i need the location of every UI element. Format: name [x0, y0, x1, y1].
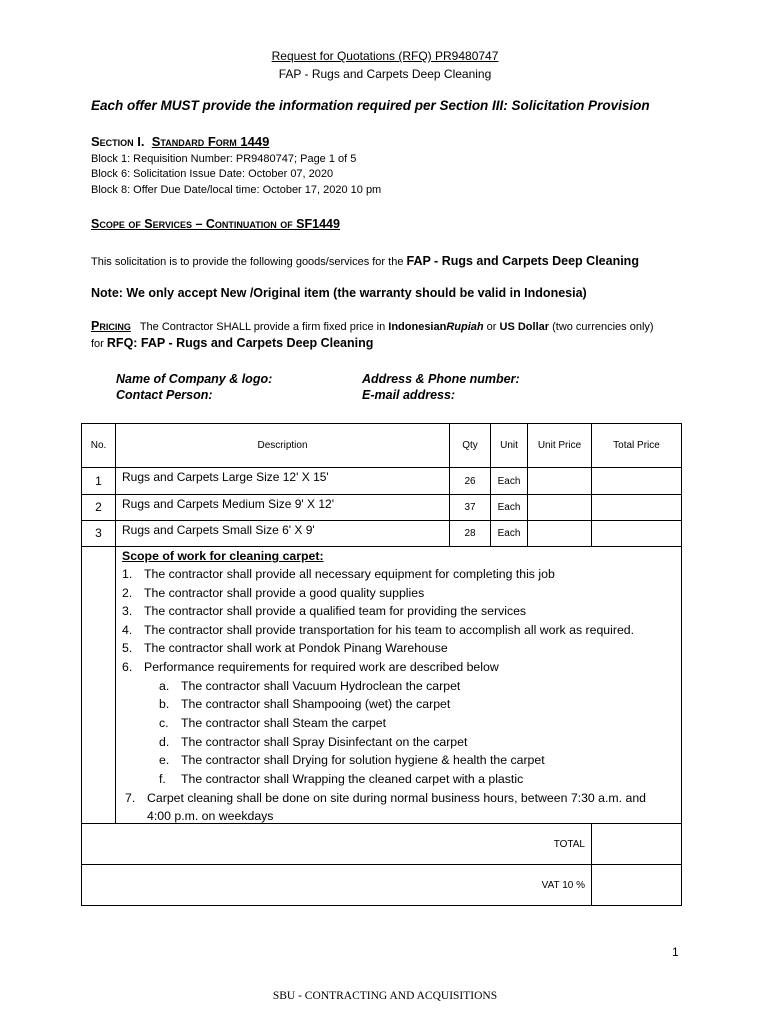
scope-subitem-letter: e.: [159, 753, 170, 767]
block1-text: Block 1: Requisition Number: PR9480747; Page 1 of 5: [91, 153, 357, 165]
page-number: 1: [672, 945, 679, 959]
header-no: No.: [90, 440, 107, 451]
scope-subitem-letter: b.: [159, 697, 170, 711]
block8-text: Block 8: Offer Due Date/local time: October 17, 2020 10 pm: [91, 184, 382, 196]
col-divider: [591, 823, 592, 906]
scope-subitem-letter: f.: [159, 772, 166, 786]
warranty-note: Note: We only accept New /Original item (the warranty should be valid in Indonesia): [91, 286, 587, 300]
total-label: TOTAL: [553, 839, 585, 850]
row1-no: 1: [95, 474, 102, 488]
section1-form-title: Standard Form 1449: [151, 134, 270, 149]
contact-person-label: Contact Person:: [116, 388, 213, 402]
scope-item-number: 1.: [122, 567, 133, 581]
page-footer: SBU - CONTRACTING AND ACQUISITIONS: [272, 990, 498, 1002]
pricing-or: or: [486, 321, 497, 333]
pricing-line2: [91, 336, 373, 350]
section1-prefix: Section I.: [91, 134, 145, 149]
scope-subitem-text: The contractor shall Wrapping the cleaned carpet with a plastic: [181, 772, 524, 786]
pricing-usd: US Dollar: [499, 321, 550, 333]
pricing-indonesian: Indonesian: [388, 321, 447, 333]
header-unit-price: Unit Price: [537, 440, 582, 451]
scope-item-number: 7.: [125, 791, 136, 805]
header-unit: Unit: [500, 440, 518, 451]
col-divider: [115, 424, 116, 824]
scope-item-number: 6.: [122, 660, 133, 674]
header-description: Description: [257, 440, 308, 451]
pricing-text-b: (two currencies only): [552, 321, 654, 333]
scope-item-text: The contractor shall provide a qualified team for providing the services: [144, 604, 527, 618]
pricing-text-a: The Contractor SHALL provide a firm fixed price in: [139, 321, 386, 333]
scope-subitem-text: The contractor shall Drying for solution hygiene & health the carpet: [181, 753, 545, 767]
scope-heading: Scope of Services – Continuation of SF1449: [91, 217, 340, 231]
scope-subitem-text: The contractor shall Shampooing (wet) the carpet: [181, 697, 451, 711]
scope-item-text: The contractor shall work at Pondok Pinang Warehouse: [144, 641, 448, 655]
row1-description: Rugs and Carpets Large Size 12' X 15': [122, 470, 329, 484]
email-label: E-mail address:: [362, 388, 456, 402]
header-qty: Qty: [462, 440, 478, 451]
pricing-label: Pricing: [91, 319, 131, 333]
vat-label: VAT 10 %: [541, 880, 585, 891]
scope-item-text: The contractor shall provide all necessary equipment for completing this job: [144, 567, 555, 581]
company-name-label: Name of Company & logo:: [116, 372, 273, 386]
scope-subitem-text: The contractor shall Vacuum Hydroclean the carpet: [181, 679, 461, 693]
scope-subitem-letter: d.: [159, 735, 170, 749]
row1-unit: Each: [497, 476, 521, 487]
header-total-price: Total Price: [613, 440, 660, 451]
document-subtitle: FAP - Rugs and Carpets Deep Cleaning: [278, 67, 492, 81]
scope-item-text-continued: 4:00 p.m. on weekdays: [147, 809, 274, 823]
scope-intro: [91, 254, 639, 268]
row2-qty: 37: [464, 502, 476, 513]
pricing-line: [91, 319, 654, 333]
scope-item-text: Performance requirements for required work are described below: [144, 660, 499, 674]
document-title: Request for Quotations (RFQ) PR9480747: [271, 49, 499, 63]
scope-intro-project: FAP - Rugs and Carpets Deep Cleaning: [406, 254, 639, 268]
scope-item-number: 5.: [122, 641, 133, 655]
row2-unit: Each: [497, 502, 521, 513]
pricing-rfq: RFQ: FAP - Rugs and Carpets Deep Cleaning: [106, 336, 374, 350]
row3-description: Rugs and Carpets Small Size 6' X 9': [122, 523, 315, 537]
scope-subitem-text: The contractor shall Spray Disinfectant on the carpet: [181, 735, 468, 749]
scope-item-number: 2.: [122, 586, 133, 600]
offer-notice: Each offer MUST provide the information required per Section III: Solicitation Provision: [91, 98, 650, 113]
scope-subitem-letter: a.: [159, 679, 170, 693]
section1-heading: [91, 134, 269, 149]
pricing-for: for: [91, 338, 104, 350]
row2-no: 2: [95, 500, 102, 514]
scope-item-number: 4.: [122, 623, 133, 637]
row3-unit: Each: [497, 528, 521, 539]
address-label: Address & Phone number:: [362, 372, 520, 386]
scope-item-text: The contractor shall provide a good quality supplies: [144, 586, 425, 600]
scope-item-number: 3.: [122, 604, 133, 618]
row3-qty: 28: [464, 528, 476, 539]
block6-text: Block 6: Solicitation Issue Date: October 07, 2020: [91, 168, 334, 180]
row1-qty: 26: [464, 476, 476, 487]
scope-item-text: The contractor shall provide transportation for his team to accomplish all work as required.: [144, 623, 635, 637]
row3-no: 3: [95, 526, 102, 540]
scope-subitem-letter: c.: [159, 716, 169, 730]
quotation-table: [81, 423, 682, 906]
scope-intro-text: This solicitation is to provide the following goods/services for the: [91, 256, 404, 268]
pricing-rupiah: Rupiah: [446, 321, 484, 333]
scope-of-work-title: Scope of work for cleaning carpet:: [122, 549, 324, 563]
scope-item-text: Carpet cleaning shall be done on site during normal business hours, between 7:30 a.m. and: [147, 791, 647, 805]
row2-description: Rugs and Carpets Medium Size 9' X 12': [122, 497, 335, 511]
scope-subitem-text: The contractor shall Steam the carpet: [181, 716, 387, 730]
